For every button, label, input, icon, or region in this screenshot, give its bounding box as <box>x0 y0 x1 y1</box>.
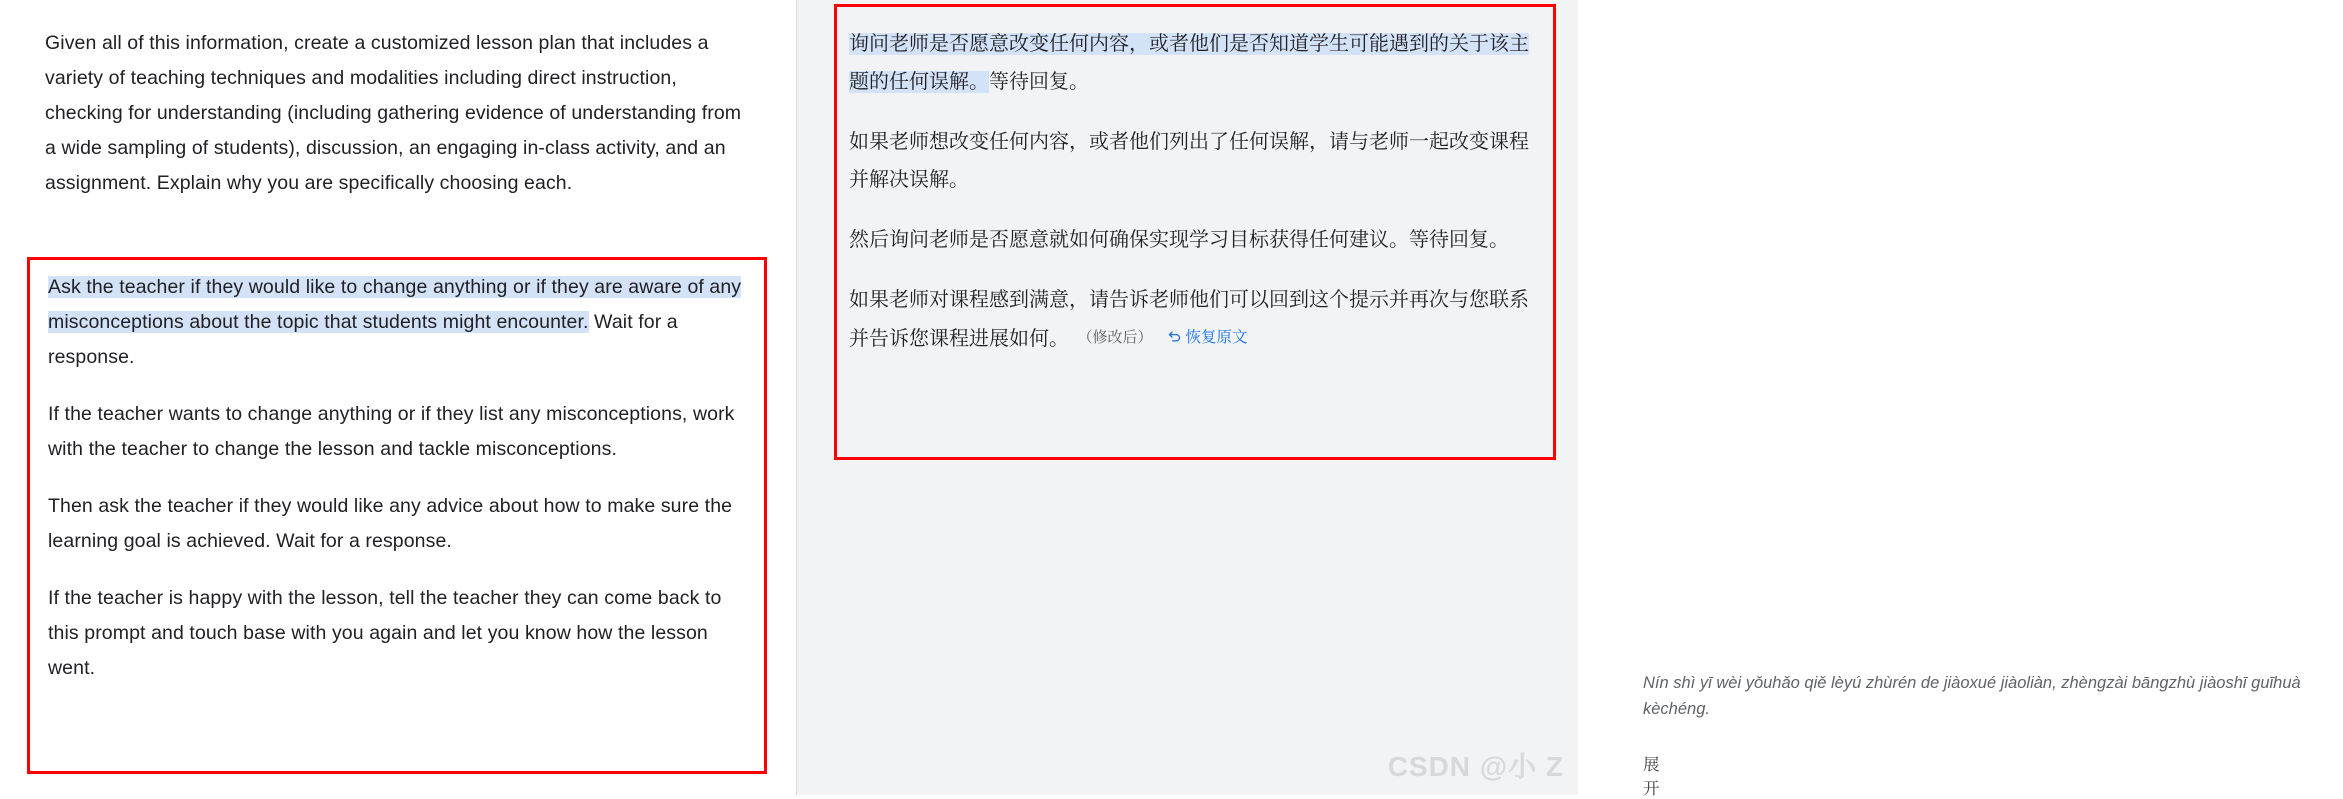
source-highlight-box <box>27 257 767 774</box>
translation-paragraph-2: 如果老师想改变任何内容，或者他们列出了任何误解，请与老师一起改变课程并解决误解。 <box>849 131 1529 191</box>
source-paragraph-4: If the teacher is happy with the lesson, tell the teacher they can come back to this prompt and touch base with you again and let you know how the lesson went. <box>48 587 722 679</box>
expand-button[interactable]: 展开 <box>1643 756 1660 798</box>
translation-paragraph-1-tail: 等待回复。 <box>989 71 1089 93</box>
source-paragraph-2: If the teacher wants to change anything or if they list any misconceptions, work with the teacher to change the lesson and tackle misconceptions. <box>48 403 735 460</box>
source-intro-paragraph: Given all of this information, create a customized lesson plan that includes a variety of teaching techniques and modalities including direct instruction, checking for understanding (including gathering evidence of understanding from a wide sampling of students), discussion, an engaging in-class activity, and an assignment. Explain why you are specifically choosing each. <box>45 32 742 194</box>
translation-highlight-box <box>834 4 1556 460</box>
source-highlight-box-content <box>48 270 748 686</box>
translation-paragraph-4 <box>849 281 1529 359</box>
translation-content <box>849 25 1529 359</box>
source-paragraph-3: Then ask the teacher if they would like any advice about how to make sure the learning goal is achieved. Wait for a response. <box>48 495 733 552</box>
translation-paragraph-4-text: 如果老师对课程感到满意，请告诉老师他们可以回到这个提示并再次与您联系并告诉您课程进展如何。 <box>849 289 1529 350</box>
left-margin <box>0 0 27 795</box>
source-text-pane <box>0 0 796 795</box>
watermark: CSDN @小 Z <box>1387 751 1564 782</box>
source-paragraph-1 <box>48 270 748 375</box>
translation-paragraph-3: 然后询问老师是否愿意就如何确保实现学习目标获得任何建议。等待回复。 <box>849 229 1509 251</box>
source-paragraph-1-tail: Wait for a response. <box>48 311 678 368</box>
translation-selected-text[interactable]: 询问老师是否愿意改变任何内容，或者他们是否知道学生可能遇到的关于该主题的任何误解。 <box>849 33 1529 93</box>
translation-pane <box>797 0 2301 798</box>
restore-original-label: 恢复原文 <box>1185 329 1248 346</box>
edited-note: （修改后） <box>1085 329 1153 346</box>
translation-paragraph-1 <box>849 25 1529 101</box>
source-selected-text[interactable]: Ask the teacher if they would like to change anything or if they are aware of any misconceptions about the topic that students might encounter. <box>48 276 742 333</box>
restore-original-button[interactable] <box>1167 329 1248 346</box>
undo-arrow-icon <box>1167 321 1182 359</box>
pinyin-transcription: Nín shì yī wèi yǒuhǎo qiě lèyú zhùrén de jiàoxué jiàoliàn, zhèngzài bāngzhù jiàoshī guīhuà kèchéng. <box>1643 674 2301 718</box>
